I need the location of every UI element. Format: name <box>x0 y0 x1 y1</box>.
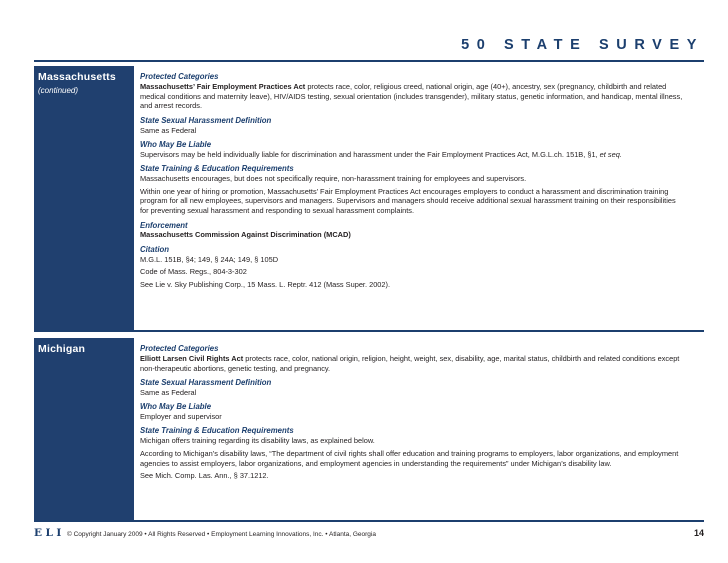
section-heading: Enforcement <box>140 220 188 230</box>
state-band-massachusetts <box>34 66 134 330</box>
section-heading: State Training & Education Requirements <box>140 426 294 436</box>
training-paragraph: Michigan offers training regarding its disability laws, as explained below. <box>140 436 375 446</box>
protected-categories-section <box>140 72 686 111</box>
training-section <box>140 426 686 481</box>
page-number: 14 <box>693 528 704 538</box>
section-text <box>140 230 686 240</box>
act-name: Massachusetts’ Fair Employment Practices Act <box>140 81 306 91</box>
section-heading: State Training & Education Requirements <box>140 164 294 174</box>
citation-line: M.G.L. 151B, §4; 149, § 24A; 149, § 105D <box>140 254 279 264</box>
section-heading: Who May Be Liable <box>140 402 212 412</box>
section-text: Employer and supervisor <box>140 411 222 421</box>
protected-categories-section <box>140 344 686 373</box>
liability-section <box>140 140 686 160</box>
harassment-definition-section <box>140 116 686 136</box>
continued-label: (continued) <box>38 86 79 95</box>
page-footer <box>34 528 704 542</box>
citation-line: Code of Mass. Regs., 804-3-302 <box>140 267 247 277</box>
copyright-notice: © Copyright January 2009 • All Rights Reserved • Employment Learning Innovations, Inc. • Atlanta, Georgia <box>67 531 376 538</box>
massachusetts-content <box>140 72 686 294</box>
citation-line: See Lie v. Sky Publishing Corp., 15 Mass. L. Reptr. 412 (Mass Super. 2002). <box>140 279 391 289</box>
section-heading: Who May Be Liable <box>140 139 212 149</box>
act-description: protects race, color, religious creed, national origin, age (40+), ancestry, sex (pregnancy, childbirth and related medical conditions and maternity leave), HIV/AIDS testing, sexual orientation (includes transgender), military status, genetic information, and handicap, mental illness, and arrest records. <box>140 81 683 111</box>
section-text: Same as Federal <box>140 125 197 135</box>
eli-logo: ELI <box>34 527 65 539</box>
michigan-content <box>140 344 686 486</box>
liability-text: Supervisors may be held individually liable for discrimination and harassment under the Fair Employment Practices Act, M.G.L.ch. 151B, §1, <box>140 149 600 159</box>
section-heading: Protected Categories <box>140 72 219 81</box>
section-heading: State Sexual Harassment Definition <box>140 377 272 387</box>
section-heading: Protected Categories <box>140 344 219 353</box>
section-heading: Citation <box>140 244 170 254</box>
liability-italic: et seq. <box>599 149 622 159</box>
bottom-divider <box>34 520 704 522</box>
training-paragraph: Massachusetts encourages, but does not specifically require, non-harassment training for employees and supervisors. <box>140 173 527 183</box>
training-paragraph: According to Michigan’s disability laws, “The department of civil rights shall offer education and training programs to employers, labor organizations, and employment agencies to assist employers, labor organizations, and employment agencies in understanding the requirements” under Michigan’s disability law. <box>140 448 679 468</box>
training-paragraph: Within one year of hiring or promotion, Massachusetts’ Fair Employment Practices Act encourages employers to conduct a harassment and discrimination training program for all new employees, supervisors and managers. Supervisors and managers should receive additional sexual harassment training on their responsibilities for preventing sexual harassment and responding to sexual harassment complaints. <box>140 186 676 216</box>
training-section <box>140 164 686 216</box>
training-paragraph: See Mich. Comp. Las. Ann., § 37.1212. <box>140 471 269 481</box>
section-text <box>140 150 686 160</box>
section-text <box>140 82 686 111</box>
enforcement-section <box>140 221 686 241</box>
citation-section <box>140 245 686 290</box>
section-heading: State Sexual Harassment Definition <box>140 115 272 125</box>
liability-section <box>140 402 686 422</box>
harassment-definition-section <box>140 378 686 398</box>
act-name: Elliott Larsen Civil Rights Act <box>140 353 244 363</box>
state-name: Michigan <box>38 343 86 355</box>
act-description: protects race, color, national origin, religion, height, weight, sex, disability, age, marital status, childbirth and related conditions except non-therapeutic abortions, genetic testing, and pregnancy. <box>140 353 680 373</box>
state-band-michigan <box>34 338 134 520</box>
state-name: Massachusetts <box>38 71 116 83</box>
section-text: Same as Federal <box>140 387 197 397</box>
section-divider <box>34 330 704 332</box>
section-text <box>140 354 686 374</box>
survey-title: 50 STATE SURVEY <box>461 37 704 53</box>
top-divider <box>34 60 704 62</box>
enforcement-agency: Massachusetts Commission Against Discrimination (MCAD) <box>140 230 351 240</box>
